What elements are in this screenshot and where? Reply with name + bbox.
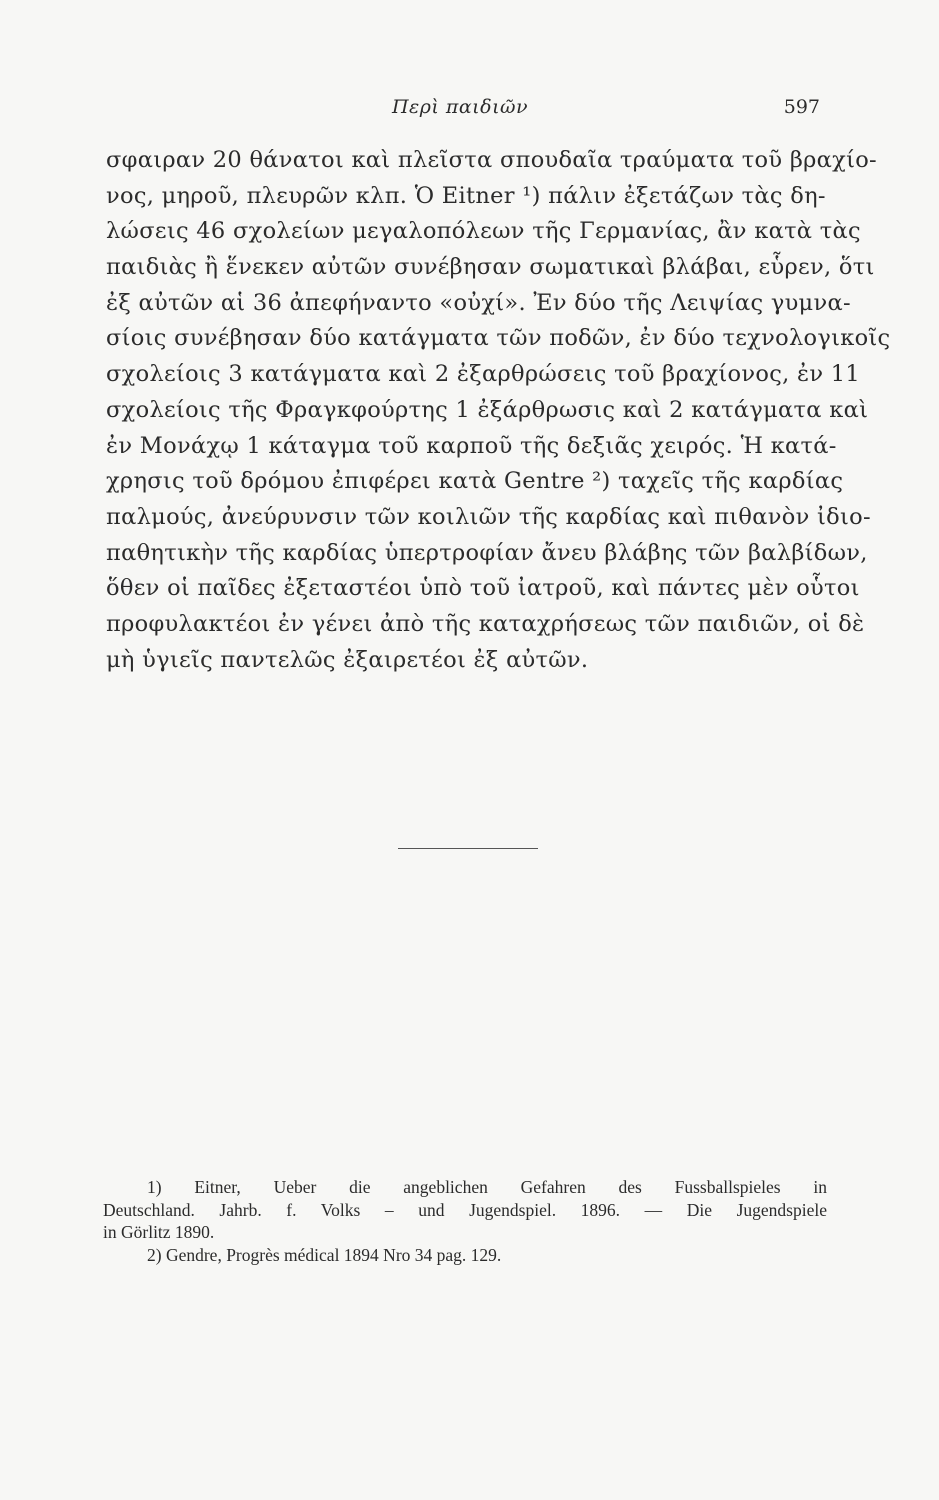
running-head <box>100 96 820 126</box>
text-line: σχολείοις 3 κατάγματα καὶ 2 ἐξαρθρώσεις τοῦ βραχίονος, ἐν 11 <box>106 361 861 388</box>
text-line: παλμούς, ἀνεύρυνσιν τῶν κοιλιῶν τῆς καρδίας καὶ πιθανὸν ἰδιο- <box>106 503 871 530</box>
running-title: Περὶ παιδιῶν <box>391 96 529 118</box>
footnote-line: Deutschland. Jahrb. f. Volks – und Jugendspiel. 1896. — Die Jugendspiele <box>103 1199 827 1220</box>
text-line: νος, μηροῦ, πλευρῶν κλπ. Ὁ Eitner ¹) πάλιν ἐξετάζων τὰς δη- <box>106 182 826 209</box>
text-line: χρησις τοῦ δρόμου ἐπιφέρει κατὰ Gentre ²) ταχεῖς τῆς καρδίας <box>106 468 844 495</box>
footnotes <box>103 1176 827 1266</box>
text-line: προφυλακτέοι ἐν γένει ἀπὸ τῆς καταχρήσεως τῶν παιδιῶν, οἱ δὲ <box>106 610 865 637</box>
footnote-line: in Görlitz 1890. <box>103 1222 215 1242</box>
text-line: ἐξ αὐτῶν αἱ 36 ἀπεφήναντο «οὐχί». Ἐν δύο τῆς Λειψίας γυμνα- <box>106 289 851 316</box>
text-line: σίοις συνέβησαν δύο κατάγματα τῶν ποδῶν, ἐν δύο τεχνολογικοῖς <box>106 325 891 352</box>
page-number: 597 <box>783 96 820 118</box>
text-line: σχολείοις τῆς Φραγκφούρτης 1 ἐξάρθρωσις καὶ 2 κατάγματα καὶ <box>106 396 869 423</box>
body-paragraph <box>106 143 891 678</box>
text-line: λώσεις 46 σχολείων μεγαλοπόλεων τῆς Γερμανίας, ἂν κατὰ τὰς <box>106 218 861 245</box>
text-line: μὴ ὑγιεῖς παντελῶς ἐξαιρετέοι ἐξ αὐτῶν. <box>106 646 589 673</box>
text-line: ὅθεν οἱ παῖδες ἐξεταστέοι ὑπὸ τοῦ ἰατροῦ, καὶ πάντες μὲν οὗτοι <box>106 575 860 602</box>
footnote-line: 1) Eitner, Ueber die angeblichen Gefahren des Fussballspieles in <box>147 1177 827 1197</box>
text-line: ἐν Μονάχῳ 1 κάταγμα τοῦ καρποῦ τῆς δεξιᾶς χειρός. Ἡ κατά- <box>106 432 837 459</box>
text-line: παιδιὰς ἢ ἕνεκεν αὐτῶν συνέβησαν σωματικαὶ βλάβαι, εὗρεν, ὅτι <box>106 254 875 281</box>
section-divider <box>398 848 538 849</box>
footnote-line: 2) Gendre, Progrès médical 1894 Nro 34 pag. 129. <box>147 1244 502 1265</box>
text-line: παθητικὴν τῆς καρδίας ὑπερτροφίαν ἄνευ βλάβης τῶν βαλβίδων, <box>106 539 868 566</box>
text-line: σφαιραν 20 θάνατοι καὶ πλεῖστα σπουδαῖα τραύματα τοῦ βραχίο- <box>106 147 877 173</box>
